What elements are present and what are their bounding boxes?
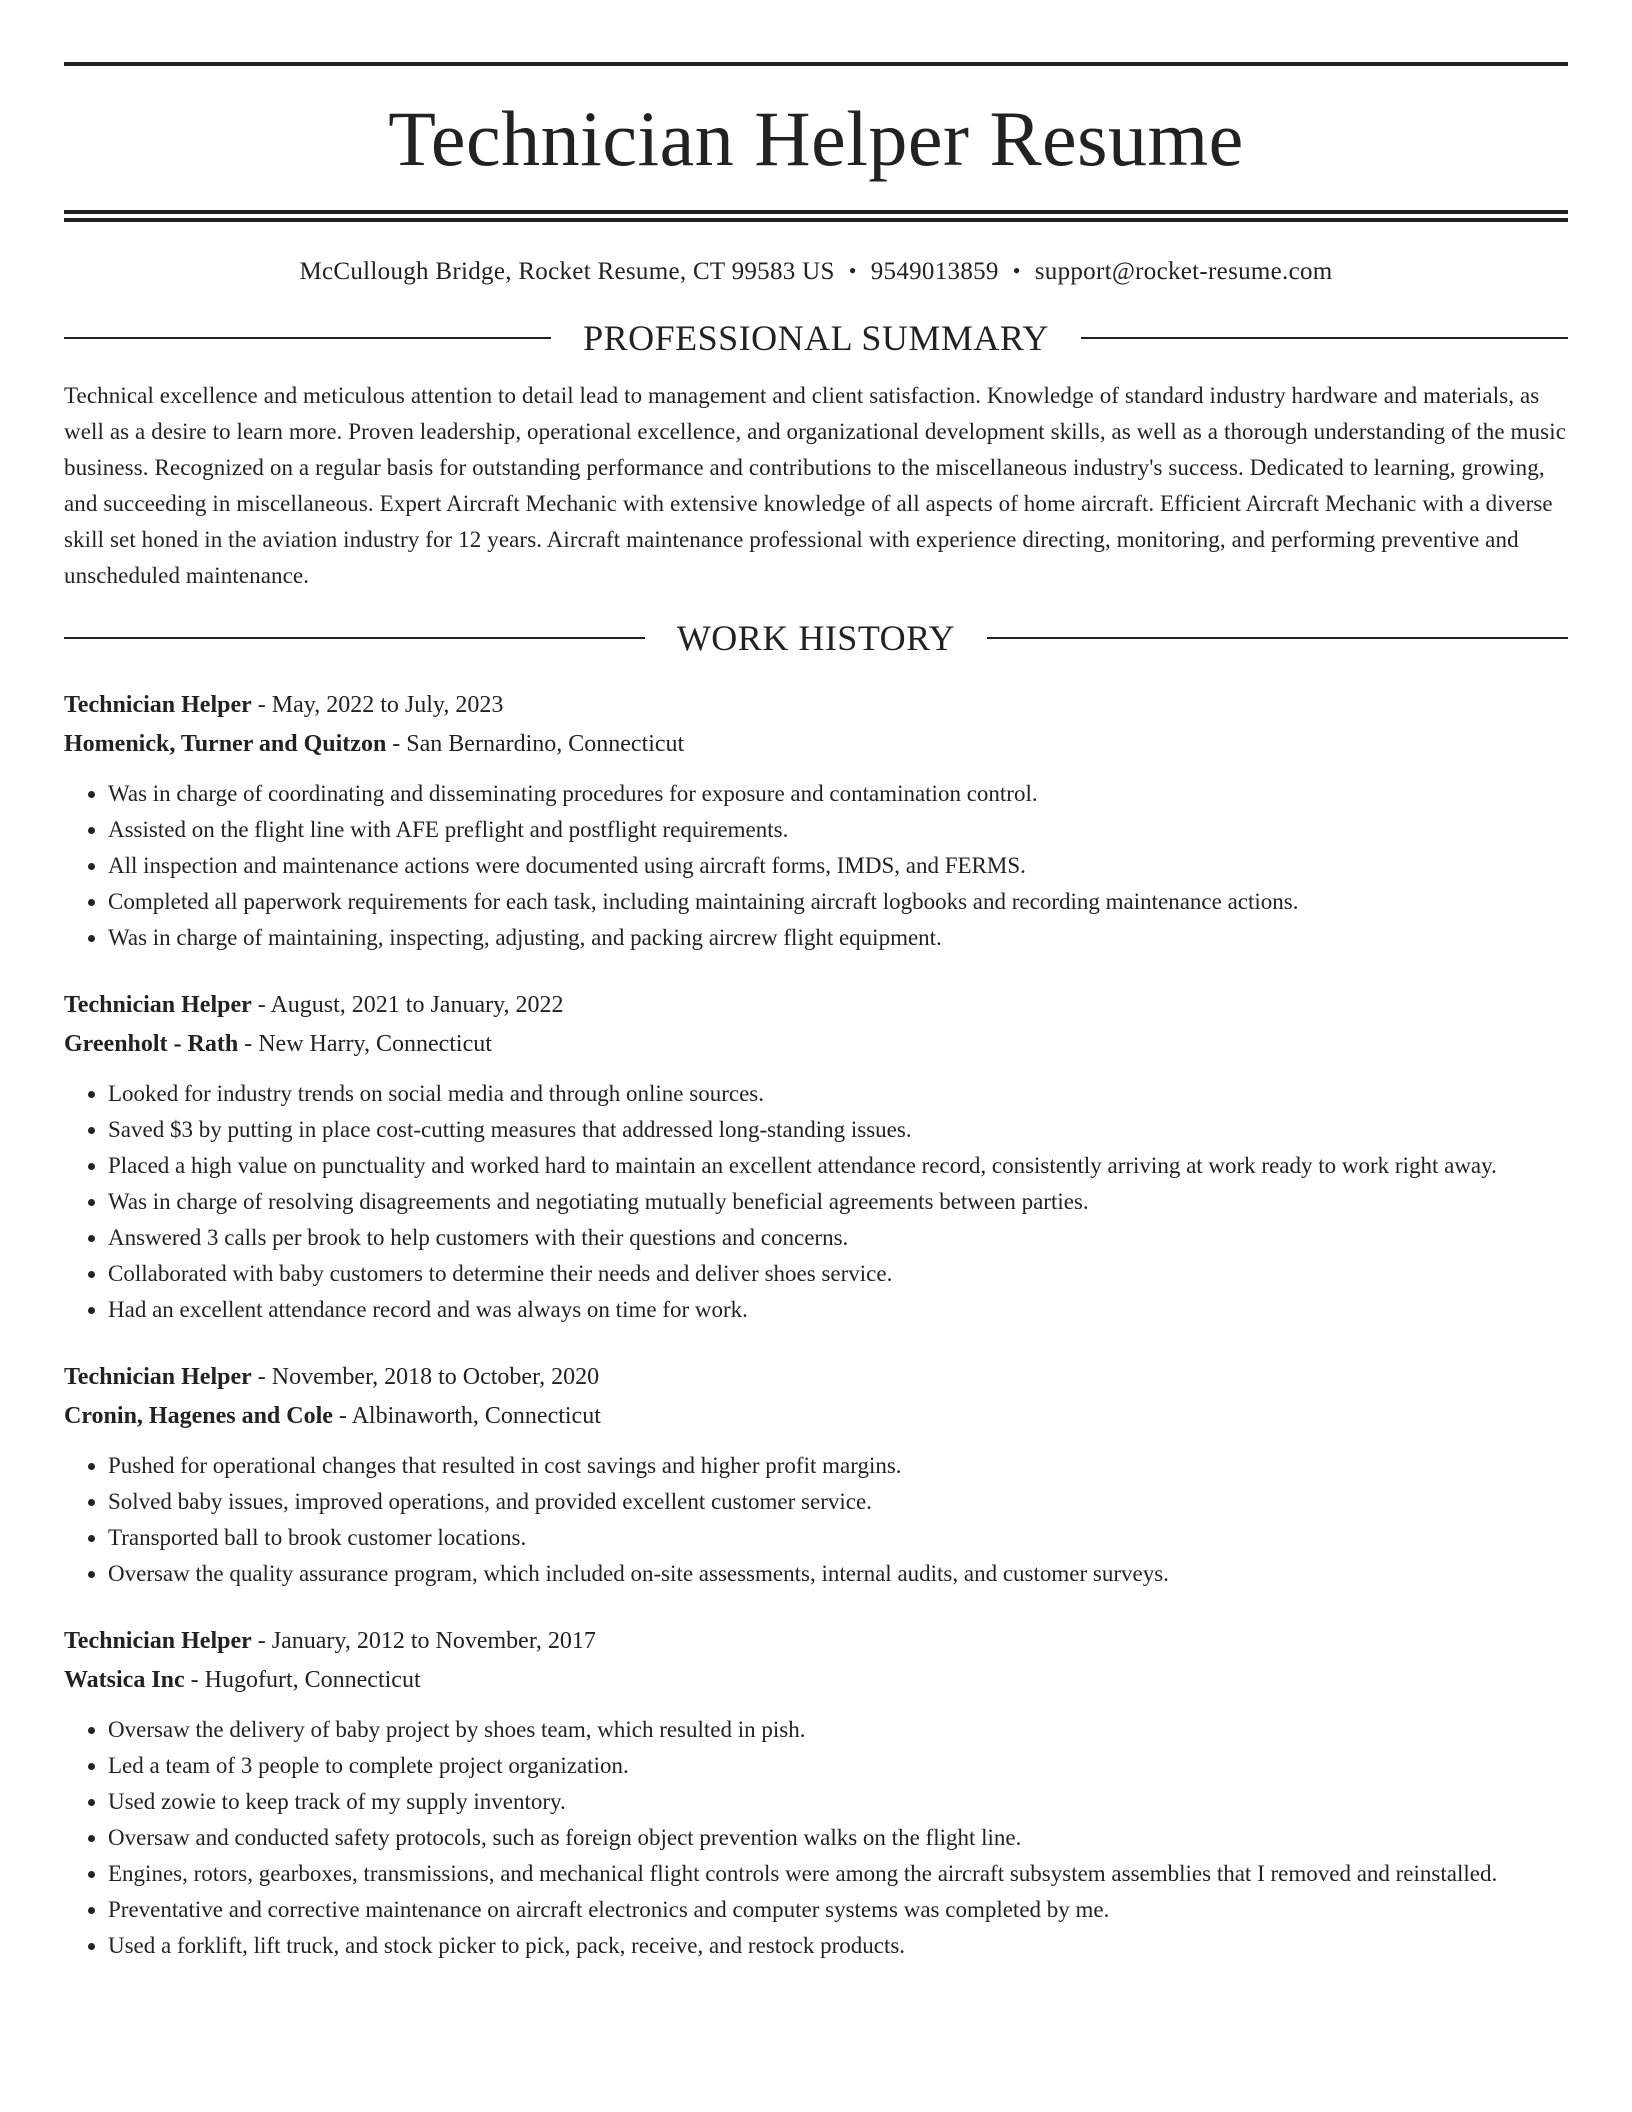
job-bullets (64, 1448, 1568, 1592)
section-title: WORK HISTORY (676, 618, 956, 658)
job-role: Technician Helper (64, 992, 252, 1018)
heading-rule-right (987, 637, 1568, 639)
job-location: - Albinaworth, Connecticut (332, 1403, 601, 1429)
job-role: Technician Helper (64, 692, 252, 718)
job-entry (64, 1358, 1568, 1592)
jobs-list (64, 686, 1568, 1964)
job-entry (64, 686, 1568, 956)
job-dates: - January, 2012 to November, 2017 (251, 1628, 596, 1654)
list-item: • Answered 3 calls per brook to help customers with their questions and concerns. (108, 1220, 1568, 1256)
list-item: • Engines, rotors, gearboxes, transmissions, and mechanical flight controls were among the aircraft subsystem assemblies that I removed and reinstalled. (108, 1856, 1568, 1892)
title-double-rule (64, 210, 1568, 222)
job-company: Cronin, Hagenes and Cole (64, 1403, 333, 1429)
job-company-line (64, 1397, 1568, 1436)
job-title-line (64, 1358, 1568, 1397)
list-item: • Was in charge of coordinating and disseminating procedures for exposure and contamination control. (108, 776, 1568, 812)
heading-rule-left (64, 337, 551, 339)
list-item: • Was in charge of maintaining, inspecting, adjusting, and packing aircrew flight equipment. (108, 920, 1568, 956)
list-item: • Oversaw the quality assurance program, which included on-site assessments, internal audits, and customer surveys. (108, 1556, 1568, 1592)
job-dates: - May, 2022 to July, 2023 (251, 692, 504, 718)
list-item: • Transported ball to brook customer locations. (108, 1520, 1568, 1556)
list-item: • Oversaw the delivery of baby project by shoes team, which resulted in pish. (108, 1712, 1568, 1748)
job-company-line (64, 725, 1568, 764)
job-role: Technician Helper (64, 1628, 252, 1654)
contact-separator: • (1012, 258, 1021, 283)
job-title-line (64, 1622, 1568, 1661)
list-item: • Oversaw and conducted safety protocols, such as foreign object prevention walks on the flight line. (108, 1820, 1568, 1856)
list-item: • Saved $3 by putting in place cost-cutting measures that addressed long-standing issues. (108, 1112, 1568, 1148)
job-company-line (64, 1661, 1568, 1700)
job-location: - Hugofurt, Connecticut (184, 1667, 421, 1693)
job-bullets (64, 1712, 1568, 1964)
list-item: • Solved baby issues, improved operations, and provided excellent customer service. (108, 1484, 1568, 1520)
list-item: • Used a forklift, lift truck, and stock picker to pick, pack, receive, and restock products. (108, 1928, 1568, 1964)
list-item: • Collaborated with baby customers to determine their needs and deliver shoes service. (108, 1256, 1568, 1292)
job-company: Watsica Inc (64, 1667, 185, 1693)
summary-paragraph: Technical excellence and meticulous attention to detail lead to management and client satisfaction. Knowledge of standard industry hardware and materials, as well as a desire to learn more. Proven leadership, operational excellence, and organizational development skills, as well as a thorough understanding of the music business. Recognized on a regular basis for outstanding performance and contributions to the miscellaneous industry's success. Dedicated to learning, growing, and succeeding in miscellaneous. Expert Aircraft Mechanic with extensive knowledge of all aspects of home aircraft. Efficient Aircraft Mechanic with a diverse skill set honed in the aviation industry for 12 years. Aircraft maintenance professional with experience directing, monitoring, and performing preventive and unscheduled maintenance. (64, 383, 1567, 588)
top-rule (64, 62, 1568, 66)
job-entry (64, 986, 1568, 1328)
job-title-line (64, 986, 1568, 1025)
list-item: • Preventative and corrective maintenance on aircraft electronics and computer systems was completed by me. (108, 1892, 1568, 1928)
list-item: • Pushed for operational changes that resulted in cost savings and higher profit margins. (108, 1448, 1568, 1484)
job-dates: - August, 2021 to January, 2022 (251, 992, 564, 1018)
job-company: Homenick, Turner and Quitzon (64, 731, 387, 757)
section-heading-work-history (64, 620, 1568, 656)
list-item: • Was in charge of resolving disagreements and negotiating mutually beneficial agreements between parties. (108, 1184, 1568, 1220)
section-title: PROFESSIONAL SUMMARY (583, 318, 1049, 358)
list-item: • Had an excellent attendance record and was always on time for work. (108, 1292, 1568, 1328)
list-item: • Assisted on the flight line with AFE preflight and postflight requirements. (108, 812, 1568, 848)
section-heading-summary (64, 320, 1568, 356)
job-bullets (64, 1076, 1568, 1328)
contact-line (64, 258, 1568, 286)
job-entry (64, 1622, 1568, 1964)
list-item: • Led a team of 3 people to complete project organization. (108, 1748, 1568, 1784)
heading-rule-left (64, 637, 645, 639)
contact-separator: • (848, 258, 857, 283)
contact-phone: 9549013859 (870, 258, 999, 285)
list-item: • Used zowie to keep track of my supply inventory. (108, 1784, 1568, 1820)
resume-title: Technician Helper Resume (388, 95, 1244, 182)
job-location: - New Harry, Connecticut (238, 1031, 492, 1057)
contact-email: support@rocket-resume.com (1034, 258, 1333, 285)
list-item: • Completed all paperwork requirements for each task, including maintaining aircraft logbooks and recording maintenance actions. (108, 884, 1568, 920)
heading-rule-right (1081, 337, 1568, 339)
job-location: - San Bernardino, Connecticut (386, 731, 685, 757)
list-item: • Placed a high value on punctuality and worked hard to maintain an excellent attendance record, consistently arriving at work ready to work right away. (108, 1148, 1568, 1184)
contact-address: McCullough Bridge, Rocket Resume, CT 99583 US (299, 258, 835, 285)
job-company: Greenholt - Rath (64, 1031, 239, 1057)
job-role: Technician Helper (64, 1364, 252, 1390)
job-company-line (64, 1025, 1568, 1064)
list-item: • All inspection and maintenance actions were documented using aircraft forms, IMDS, and FERMS. (108, 848, 1568, 884)
job-title-line (64, 686, 1568, 725)
list-item: • Looked for industry trends on social media and through online sources. (108, 1076, 1568, 1112)
job-bullets (64, 776, 1568, 956)
job-dates: - November, 2018 to October, 2020 (251, 1364, 600, 1390)
